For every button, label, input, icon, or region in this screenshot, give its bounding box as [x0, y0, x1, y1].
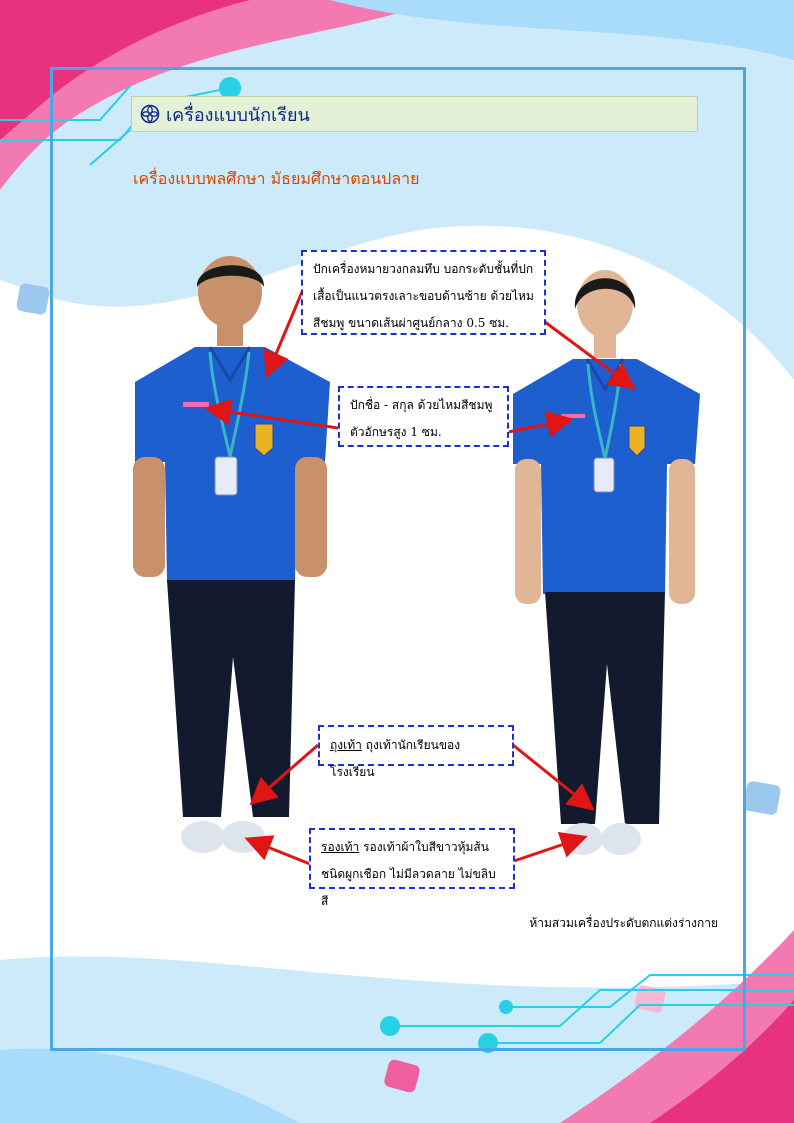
socks-callout — [318, 725, 514, 779]
shoes-callout — [309, 828, 515, 908]
emblem-callout-text: ปักเครื่องหมายวงกลมทึบ บอกระดับชั้นที่ปกเสื้อเป็นแนวตรงเลาะขอบด้านซ้าย ด้วยไหมสีชมพู ขนาดเส้นผ่าศูนย์กลาง 0.5 ซม. — [313, 262, 534, 330]
socks-text: ถุงเท้านักเรียนของโรงเรียน — [330, 738, 461, 779]
page-subtitle: เครื่องแบบพลศึกษา มัธยมศึกษาตอนปลาย — [133, 169, 420, 188]
footer-note: ห้ามสวมเครื่องประดับตกแต่งร่างกาย — [529, 916, 718, 930]
section-title: เครื่องแบบนักเรียน — [166, 104, 310, 126]
name-embroidery-callout — [338, 386, 509, 447]
socks-label: ถุงเท้า — [330, 738, 362, 752]
name-callout-text: ปักชื่อ - สกุล ด้วยไหมสีชมพู ตัวอักษรสูง 1 ซม. — [350, 398, 493, 439]
shoes-text: รองเท้าผ้าใบสีขาวหุ้มส้น ชนิดผูกเชือก ไม่มีลวดลาย ไม่ขลิบสี — [321, 840, 496, 908]
shoes-label: รองเท้า — [321, 840, 360, 854]
emblem-callout — [301, 250, 546, 335]
